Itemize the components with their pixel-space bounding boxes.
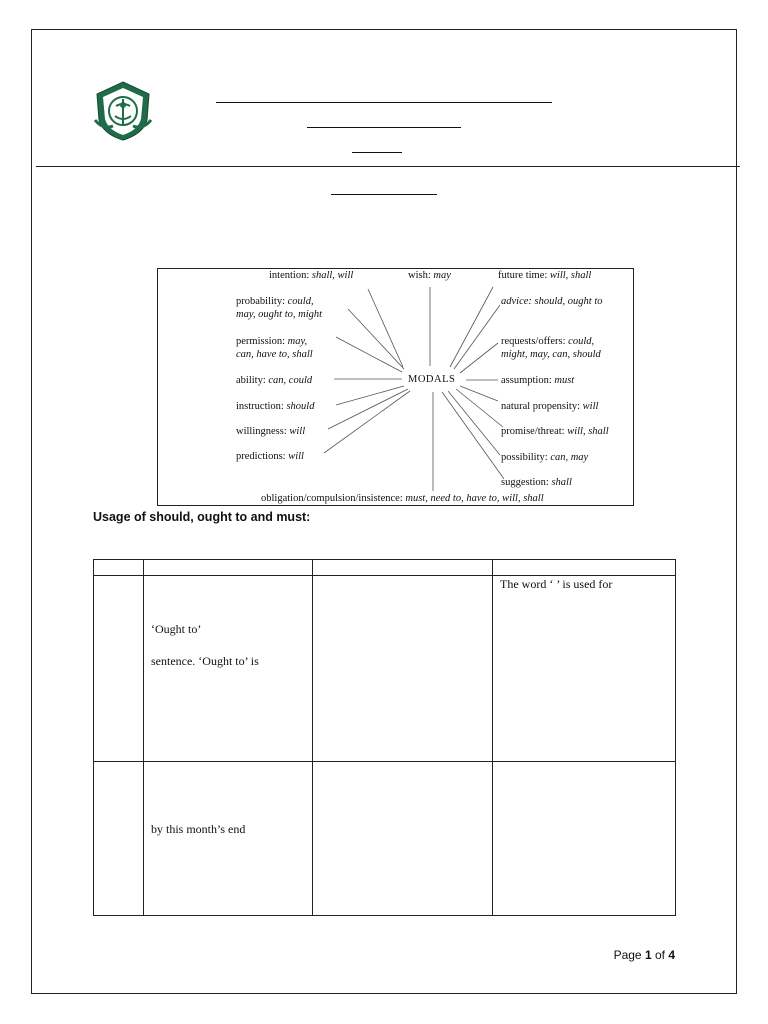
- row2-cell-4: [493, 762, 676, 916]
- header-cell-1: [94, 560, 144, 576]
- spoke-suggestion: [442, 392, 504, 479]
- label-probability: probability: could,: [236, 296, 314, 307]
- label-suggestion: suggestion: shall: [501, 477, 572, 488]
- label-requests-offers: requests/offers: could,: [501, 336, 595, 347]
- row1-col4-text-1: The word ‘ ’ is used for: [500, 577, 613, 591]
- spoke-propensity: [460, 386, 498, 401]
- label-predictions: predictions: will: [236, 451, 304, 462]
- label-ability: ability: can, could: [236, 375, 313, 386]
- label-requests-offers-cont: might, may, can, should: [501, 349, 601, 360]
- label-wish: wish: may: [408, 270, 451, 281]
- spoke-future: [450, 287, 493, 367]
- diagram-center-label: MODALS: [408, 374, 456, 385]
- usage-table: [93, 559, 676, 916]
- label-advice: advice: should, ought to: [501, 296, 603, 307]
- label-permission: permission: may,: [236, 336, 308, 347]
- label-instruction: instruction: should: [236, 401, 315, 412]
- label-obligation: obligation/compulsion/insistence: must, need to, have to, will, shall: [261, 493, 544, 504]
- label-intention: intention: shall, will: [269, 270, 354, 281]
- spoke-requests: [460, 343, 498, 373]
- row1-col2-text-2: sentence. ‘Ought to’ is: [151, 654, 259, 668]
- header-cell-4: [493, 560, 676, 576]
- spoke-instruction: [336, 386, 404, 405]
- school-crest-logo: [91, 80, 155, 142]
- row1-cell-1: [94, 576, 144, 762]
- table-header-row: [94, 560, 676, 576]
- row2-col2-text-1: by this month’s end: [151, 822, 246, 836]
- modals-diagram: [157, 268, 634, 506]
- header-cell-2: [144, 560, 313, 576]
- row1-cell-4: [493, 576, 676, 762]
- label-assumption: assumption: must: [501, 375, 575, 386]
- header-blank-line-2: [307, 127, 461, 128]
- header-cell-3: [313, 560, 493, 576]
- row2-cell-3: [313, 762, 493, 916]
- header-divider: [36, 166, 740, 167]
- header-blank-line-3: [352, 152, 402, 153]
- label-permission-cont: can, have to, shall: [236, 349, 313, 360]
- label-natural-propensity: natural propensity: will: [501, 401, 599, 412]
- label-future-time: future time: will, shall: [498, 270, 592, 281]
- row2-cell-1: [94, 762, 144, 916]
- label-probability-cont: may, ought to, might: [236, 309, 323, 320]
- title-blank-line: [331, 194, 437, 195]
- spoke-probability: [348, 309, 404, 369]
- label-promise-threat: promise/threat: will, shall: [501, 426, 609, 437]
- row1-cell-3: [313, 576, 493, 762]
- header-blank-line-1: [216, 102, 552, 103]
- row2-cell-2: [144, 762, 313, 916]
- label-willingness: willingness: will: [236, 426, 306, 437]
- spoke-willingness: [328, 389, 408, 429]
- section-heading: Usage of should, ought to and must:: [93, 510, 311, 524]
- spoke-possibility: [448, 391, 500, 455]
- page-number: Page 1 of 4: [613, 948, 675, 962]
- label-possibility: possibility: can, may: [501, 452, 589, 463]
- table-row: [94, 762, 676, 916]
- spoke-predictions: [324, 391, 410, 453]
- spoke-intention: [368, 289, 403, 367]
- row1-col2-text-1: ‘Ought to’: [151, 622, 202, 636]
